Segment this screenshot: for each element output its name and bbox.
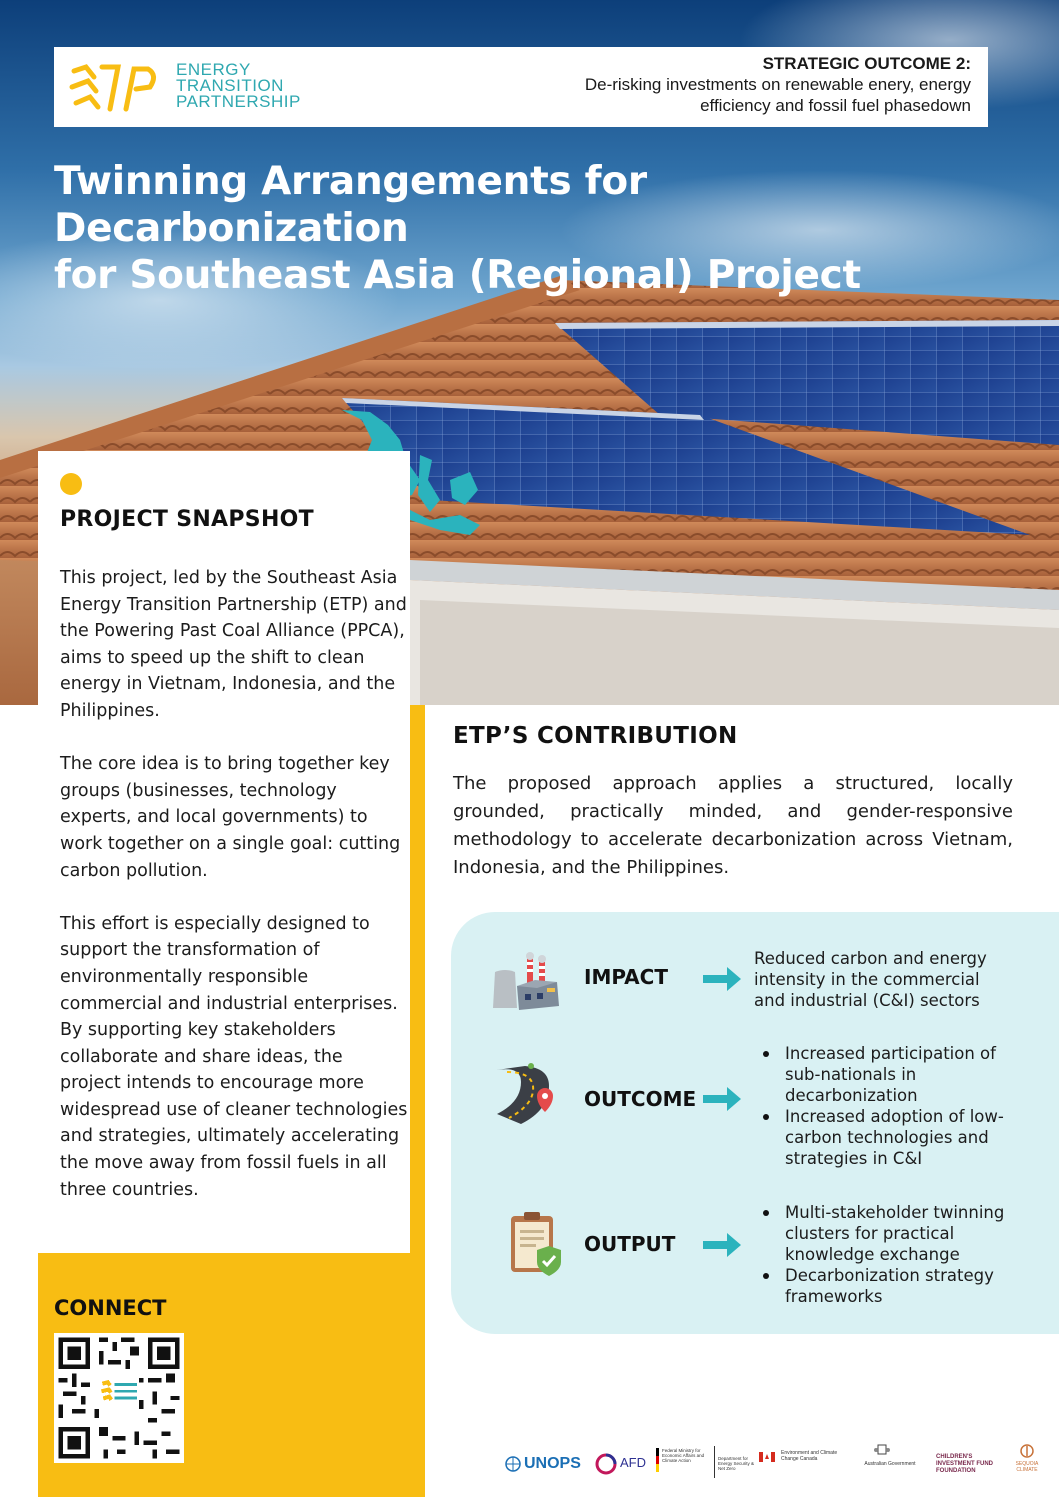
outcome-label: OUTCOME: [584, 1087, 697, 1111]
arrow-right-icon: [703, 1084, 743, 1114]
header-bar: [54, 47, 988, 127]
strategic-outcome-title: STRATEGIC OUTCOME 2:: [762, 54, 971, 73]
etp-logo: [68, 59, 338, 115]
etp-logo-mark-icon: [68, 63, 160, 115]
list-item: Increased participation of sub-nationals in decarbonization: [754, 1043, 1014, 1106]
impact-label: IMPACT: [584, 965, 668, 989]
snapshot-paragraph: This project, led by the Southeast Asia Energy Transition Partnership (ETP) and the Powering Past Coal Alliance (PPCA), aims to speed up the shift to clean energy in Vietnam, Indonesia, and the Philippines.: [60, 568, 407, 721]
sequoia-text: SEQUOIA CLIMATE: [1015, 1461, 1039, 1473]
factory-icon: [491, 952, 561, 1014]
connect-heading: CONNECT: [54, 1296, 167, 1320]
list-item: Multi-stakeholder twinning clusters for practical knowledge exchange: [754, 1202, 1014, 1265]
ciff-text: CHILDREN'S INVESTMENT FUND FOUNDATION: [936, 1454, 993, 1474]
page-title-line: for Southeast Asia (Regional) Project: [54, 253, 861, 298]
arrow-right-icon: [703, 1230, 743, 1260]
snapshot-paragraph: This effort is especially designed to support the transformation of environmentally responsible commercial and industrial enterprises. By supporting key stakeholders collaborate and share ideas, the project intends to encourage more widespread use of cleaner technologies and strategies, ultimately accelerating the move away from fossil fuels in all three countries.: [60, 913, 408, 1200]
strategic-outcome-line: efficiency and fossil fuel phasedown: [700, 96, 971, 115]
qr-code-icon[interactable]: [54, 1333, 184, 1463]
arrow-right-icon: [703, 964, 743, 994]
list-item: Increased adoption of low-carbon technologies and strategies in C&I: [754, 1106, 1014, 1169]
canada-logo: [759, 1442, 839, 1484]
output-row: [451, 1202, 1059, 1312]
contribution-heading: ETP’S CONTRIBUTION: [453, 723, 738, 749]
contribution-body: The proposed approach applies a structured, locally grounded, practically minded, and gender-responsive methodology to accelerate decarbonization across Vietnam, Indonesia, and the Philippines.: [453, 773, 1013, 878]
uk-text: Department for Energy Security & Net Zero: [718, 1456, 755, 1471]
output-list: [754, 1202, 1014, 1307]
australia-logo: [845, 1442, 930, 1484]
canada-text: Environment and Climate Change Canada: [781, 1450, 838, 1462]
sequoia-mark-icon: [1020, 1444, 1034, 1458]
clipboard-check-icon: [491, 1210, 561, 1276]
logo-line: ENERGY: [176, 60, 251, 79]
partner-logos: [500, 1442, 1052, 1484]
germany-text: Federal Ministry for Economic Affairs and Climate Action: [662, 1448, 705, 1463]
strategic-outcome-line: De-risking investments on renewable enery, energy: [584, 75, 971, 94]
afd-ring-icon: [595, 1453, 617, 1475]
australia-text: Australian Government: [864, 1461, 916, 1467]
logo-wordmark: [176, 62, 301, 110]
strategic-outcome: [501, 53, 971, 116]
road-map-icon: [491, 1062, 561, 1128]
afd-logo: [595, 1442, 655, 1484]
un-emblem-icon: [505, 1456, 521, 1472]
afd-text: AFD: [620, 1455, 646, 1470]
page-title: [54, 158, 1014, 299]
list-item: Decarbonization strategy frameworks: [754, 1265, 1014, 1307]
snapshot-heading: PROJECT SNAPSHOT: [60, 507, 314, 532]
project-snapshot-card: [38, 451, 410, 1253]
germany-logo: [656, 1442, 712, 1484]
impact-description: Reduced carbon and energy intensity in the commercial and industrial (C&I) sectors: [754, 949, 987, 1010]
output-label: OUTPUT: [584, 1232, 676, 1256]
impact-row: [451, 942, 1059, 1022]
logo-line: PARTNERSHIP: [176, 92, 301, 111]
unops-text: UNOPS: [524, 1455, 581, 1472]
ciff-logo: [936, 1442, 1002, 1484]
results-framework: [451, 912, 1059, 1334]
snapshot-paragraph: The core idea is to bring together key groups (businesses, technology experts, and local governments) to work together on a single goal: cutting carbon pollution.: [60, 754, 401, 881]
yellow-dot-icon: [60, 473, 82, 495]
australia-crest-icon: [873, 1442, 891, 1458]
unops-logo: [505, 1442, 590, 1484]
canada-flag-icon: [759, 1452, 775, 1462]
outcome-row: [451, 1042, 1059, 1177]
page-title-line: Twinning Arrangements for Decarbonization: [54, 159, 647, 251]
uk-logo: [714, 1442, 754, 1484]
logo-line: TRANSITION: [176, 76, 284, 95]
outcome-list: [754, 1043, 1014, 1169]
snapshot-body: [60, 565, 408, 1230]
sequoia-logo: [1005, 1442, 1049, 1484]
